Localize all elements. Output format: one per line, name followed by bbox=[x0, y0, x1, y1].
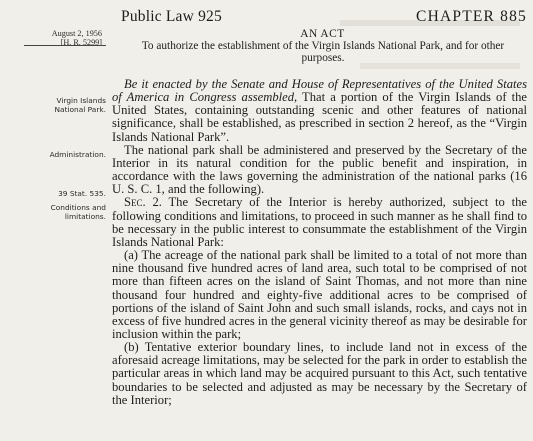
public-law-number: Public Law 925 bbox=[121, 8, 222, 25]
enactment-date: August 2, 1956 bbox=[51, 29, 102, 38]
enacting-clause-italic: Be it enacted by the Senate and House of Representatives of the United States of America in Congress assembled, bbox=[112, 77, 527, 105]
clause-b: (b) Tentative exterior boundary lines, to include land not in excess of the aforesaid acreage limitations, may be selected for the park in order to establish the particular areas in which land may be acquired pursuant to this Act, such tentative boundaries to be selected and adjusted as may be necessary by the Secretary of the Interior; bbox=[112, 340, 527, 407]
act-subtitle: To authorize the establishment of the Virgin Islands National Park, and for other purposes. bbox=[141, 40, 505, 64]
chapter-number: CHAPTER 885 bbox=[416, 8, 527, 25]
margin-note-conditions: Conditions and limitations. bbox=[50, 203, 106, 221]
enacting-clause bbox=[112, 78, 527, 144]
administration-paragraph: The national park shall be administered and preserved by the Secretary of the Interior in its natural condition for the public benefit and inspiration, in accordance with the laws governing the administration of the national parks (16 U. S. C. 1, and the following). bbox=[112, 142, 527, 197]
margin-note-administration: Administration. bbox=[49, 150, 106, 159]
clause-a: (a) The acreage of the national park shall be limited to a total of not more than nine thousand five hundred acres of land area, such total to be comprised of not more than fifteen acres on the island of Saint Thomas, and not more than nine thousand four hundred and eighty-five additional acres to be comprised of portions of the island of Saint John and such small islands, rocks, and cays not in excess of five hundred acres in the general vicinity thereof as may be desirable for inclusion within the park; bbox=[112, 248, 527, 341]
act-body bbox=[112, 78, 527, 407]
section-label: Sec. 2. bbox=[124, 195, 162, 210]
margin-rule bbox=[24, 45, 106, 46]
act-title: AN ACT bbox=[300, 28, 345, 40]
margin-note-statute: 39 Stat. 535. bbox=[58, 189, 106, 198]
bill-number: [H. R. 5299] bbox=[60, 38, 102, 47]
margin-note-park: Virgin Islands National Park. bbox=[54, 96, 106, 114]
section-2-text: The Secretary of the Interior is hereby authorized, subject to the following conditions and limitations, to proceed in such manner as he shall find to be necessary in the public interest to consummate the establishment of the Virgin Islands National Park: bbox=[112, 195, 528, 249]
enacting-clause-text: That a portion of the Virgin Islands of the United States, containing outstanding scenic and other features of national significance, shall be established, as prescribed in section 2 hereof, as the “Virgin Islands National Park”. bbox=[112, 90, 527, 144]
section-2-paragraph bbox=[112, 196, 527, 249]
